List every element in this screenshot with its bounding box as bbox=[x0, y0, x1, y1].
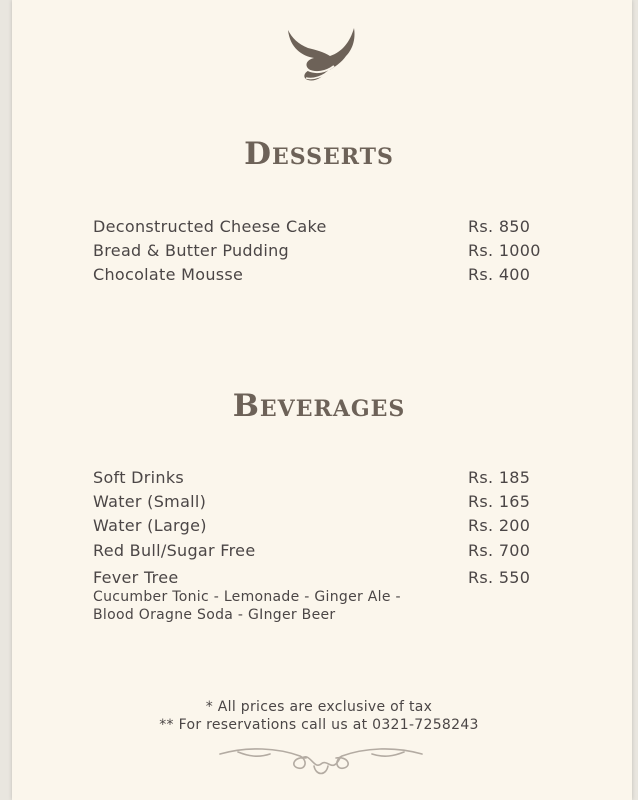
menu-item-red-bull bbox=[93, 541, 553, 563]
item-name: Bread & Butter Pudding bbox=[93, 241, 289, 260]
bull-horns-icon bbox=[284, 22, 358, 92]
item-name: Water (Small) bbox=[93, 492, 207, 511]
menu-item-fever-tree bbox=[93, 568, 553, 590]
reservation-note: ** For reservations call us at 0321-7258243 bbox=[159, 717, 479, 733]
menu-item-bread-butter-pudding bbox=[93, 241, 553, 263]
item-price: Rs. 850 bbox=[468, 217, 531, 236]
item-price: Rs. 165 bbox=[468, 492, 531, 511]
menu-item-water-large bbox=[93, 516, 553, 538]
desserts-heading: Desserts bbox=[244, 136, 394, 172]
item-price: Rs. 550 bbox=[468, 568, 531, 587]
item-name: Deconstructed Cheese Cake bbox=[93, 217, 327, 236]
tax-note: * All prices are exclusive of tax bbox=[205, 699, 433, 715]
menu-item-deconstructed-cheese-cake bbox=[93, 217, 553, 239]
menu-item-soft-drinks bbox=[93, 468, 553, 490]
item-name: Water (Large) bbox=[93, 516, 207, 535]
menu-item-chocolate-mousse bbox=[93, 265, 553, 287]
flourish-ornament bbox=[218, 744, 424, 778]
fever-tree-varieties-line-1: Cucumber Tonic - Lemonade - Ginger Ale - bbox=[93, 589, 401, 605]
item-price: Rs. 200 bbox=[468, 516, 531, 535]
item-name: Chocolate Mousse bbox=[93, 265, 244, 284]
item-name: Red Bull/Sugar Free bbox=[93, 541, 256, 560]
beverages-heading: Beverages bbox=[232, 388, 406, 424]
item-price: Rs. 400 bbox=[468, 265, 531, 284]
item-price: Rs. 185 bbox=[468, 468, 531, 487]
fever-tree-varieties-line-2: Blood Oragne Soda - GInger Beer bbox=[93, 607, 336, 623]
item-name: Soft Drinks bbox=[93, 468, 185, 487]
item-price: Rs. 1000 bbox=[468, 241, 541, 260]
item-name: Fever Tree bbox=[93, 568, 179, 587]
item-price: Rs. 700 bbox=[468, 541, 531, 560]
menu-item-water-small bbox=[93, 492, 553, 514]
